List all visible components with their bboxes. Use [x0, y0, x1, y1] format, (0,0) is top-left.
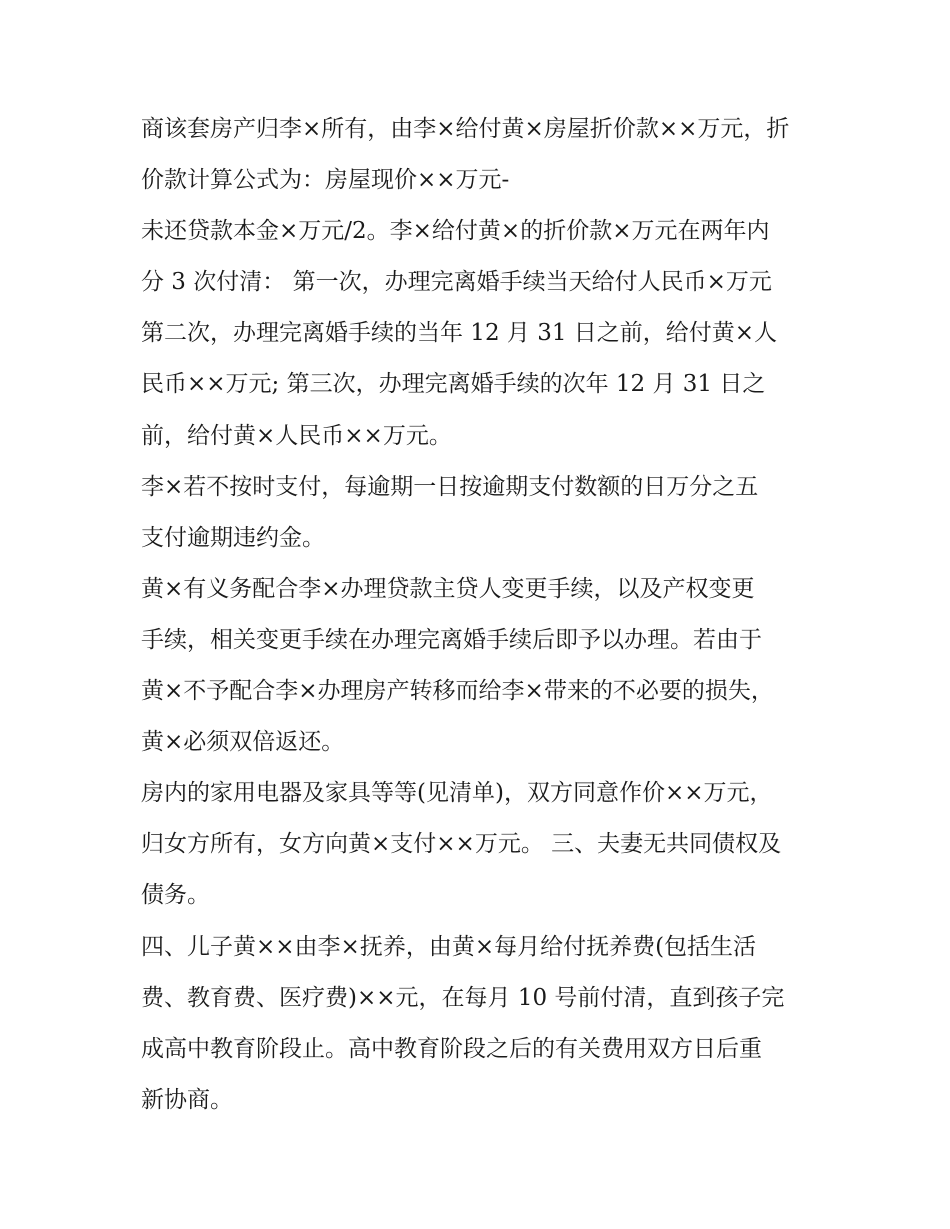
text-line: 前，给付黄×人民币××万元。: [141, 422, 452, 449]
text-line: 房内的家用电器及家具等等(见清单)，双方同意作价××万元，: [141, 780, 773, 807]
text-line: 第二次，办理完离婚手续的当年 12 月 31 日之前，给付黄×人: [141, 320, 778, 347]
text-line: 黄×必须双倍返还。: [141, 729, 345, 756]
text-line: 费、教育费、医疗费)××元，在每月 10 号前付清，直到孩子完: [141, 984, 785, 1011]
text-line: 民币××万元; 第三次，办理完离婚手续的次年 12 月 31 日之: [141, 371, 766, 398]
text-line: 价款计算公式为：房屋现价××万元-: [141, 167, 510, 194]
text-line: 支付逾期违约金。: [141, 524, 325, 551]
text-line: 分 3 次付清： 第一次，办理完离婚手续当天给付人民币×万元: [141, 269, 772, 296]
text-line: 未还贷款本金×万元/2。李×给付黄×的折价款×万元在两年内: [141, 218, 770, 245]
document-body: [141, 104, 821, 1126]
text-line: 新协商。: [141, 1086, 233, 1113]
text-line: 成高中教育阶段止。高中教育阶段之后的有关费用双方日后重: [141, 1035, 762, 1062]
text-line: 归女方所有，女方向黄×支付××万元。 三、夫妻无共同债权及: [141, 831, 782, 858]
text-line: 债务。: [141, 882, 210, 909]
text-line: 四、儿子黄××由李×抚养，由黄×每月给付抚养费(包括生活: [141, 933, 757, 960]
text-line: 黄×不予配合李×办理房产转移而给李×带来的不必要的损失，: [141, 678, 774, 705]
text-line: 商该套房产归李×所有，由李×给付黄×房屋折价款××万元，折: [141, 116, 790, 142]
text-line: 手续，相关变更手续在办理完离婚手续后即予以办理。若由于: [141, 626, 762, 653]
text-line: 李×若不按时支付，每逾期一日按逾期支付数额的日万分之五: [141, 473, 759, 500]
text-line: 黄×有义务配合李×办理贷款主贷人变更手续，以及产权变更: [141, 575, 755, 602]
